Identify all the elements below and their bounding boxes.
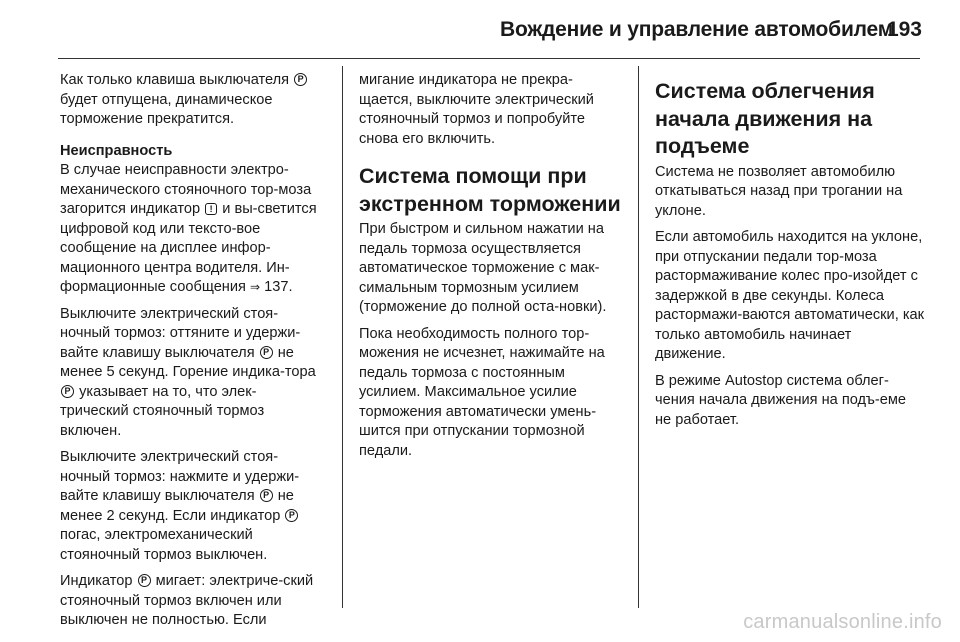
paragraph (60, 305, 324, 442)
section-heading-hill-start-assist: Система облегчения начала движения на подъеме (655, 79, 875, 158)
column-3 (655, 78, 925, 437)
paragraph (60, 161, 324, 298)
section-heading-emergency-braking: Система помощи при экстренном торможении (359, 164, 621, 216)
page-number: 193 (886, 18, 922, 41)
paragraph: Пока необходимость полного тор-можения не исчезнет, нажимайте на педаль тормоза с постоянным усилием. Максимальное усилие торможения автоматически умень-шится при отпускании тормозной педали. (359, 325, 605, 459)
text: погас, электромеханический стояночный тормоз выключен. (60, 527, 268, 563)
text: не менее 5 секунд. Горение индика-тора (60, 344, 316, 380)
text: Индикатор (60, 573, 133, 589)
reference-arrow-icon: ⇒ (249, 280, 261, 294)
parking-brake-icon (294, 73, 307, 86)
parking-brake-icon (138, 574, 151, 587)
paragraph (60, 572, 324, 631)
paragraph: Система не позволяет автомобилю откатываться назад при трогании на уклоне. (655, 163, 903, 219)
text: Выключите электрический стоя-ночный тормоз: оттяните и удержи-вайте клавишу выключателя (60, 305, 301, 361)
paragraph: Если автомобиль находится на уклоне, при отпускании педали тор-моза растормаживание колес про-изойдет с задержкой в две секунды. Колеса растормажи-ваются автоматически, как только автомобиль начинает движение. (655, 229, 925, 362)
text: мигает: электриче-ский стояночный тормоз включен или выключен не полностью. Если (60, 573, 314, 628)
paragraph: При быстром и сильном нажатии на педаль тормоза осуществляется автоматическое торможение с мак-симальным тормозным усилием (торможение до полной оста-новки). (359, 221, 607, 315)
paragraph: мигание индикатора не прекра-щается, выключите электрический стояночный тормоз и попробуйте снова его включить. (359, 72, 594, 147)
text: указывает на то, что элек-трический стояночный тормоз включен. (60, 383, 265, 439)
page-reference: 137. (264, 279, 293, 295)
text: Как только клавиша выключателя (60, 72, 290, 88)
column-1 (60, 71, 324, 638)
text: В случае неисправности электро-механического стояночного тор-моза загорится индикатор (60, 162, 312, 217)
brake-warning-icon (205, 203, 217, 215)
column-divider-1 (342, 66, 343, 608)
page-header-title: Вождение и управление автомобилем (500, 18, 894, 41)
text: и вы-светится цифровой код или тексто-вое сообщение на дисплее инфор-мационного центра водителя. Ин-формационные сообщения (60, 201, 317, 295)
paragraph (60, 448, 324, 565)
parking-brake-icon (260, 346, 273, 359)
parking-brake-icon (61, 385, 74, 398)
subheading-malfunction: Неисправность (60, 142, 173, 159)
paragraph (60, 71, 324, 130)
parking-brake-icon (285, 509, 298, 522)
text: будет отпущена, динамическое торможение прекратится. (60, 91, 273, 127)
text: Выключите электрический стоя-ночный тормоз: нажмите и удержи-вайте клавишу выключателя (60, 449, 300, 504)
column-divider-2 (638, 66, 639, 608)
column-2 (359, 71, 623, 468)
paragraph: В режиме Autostop система облег-чения начала движения на подъ-еме не работает. (655, 372, 906, 428)
header-divider (58, 58, 920, 59)
watermark: carmanualsonline.info (743, 611, 942, 633)
parking-brake-icon (260, 489, 273, 502)
text: не менее 2 секунд. Если индикатор (60, 488, 294, 524)
